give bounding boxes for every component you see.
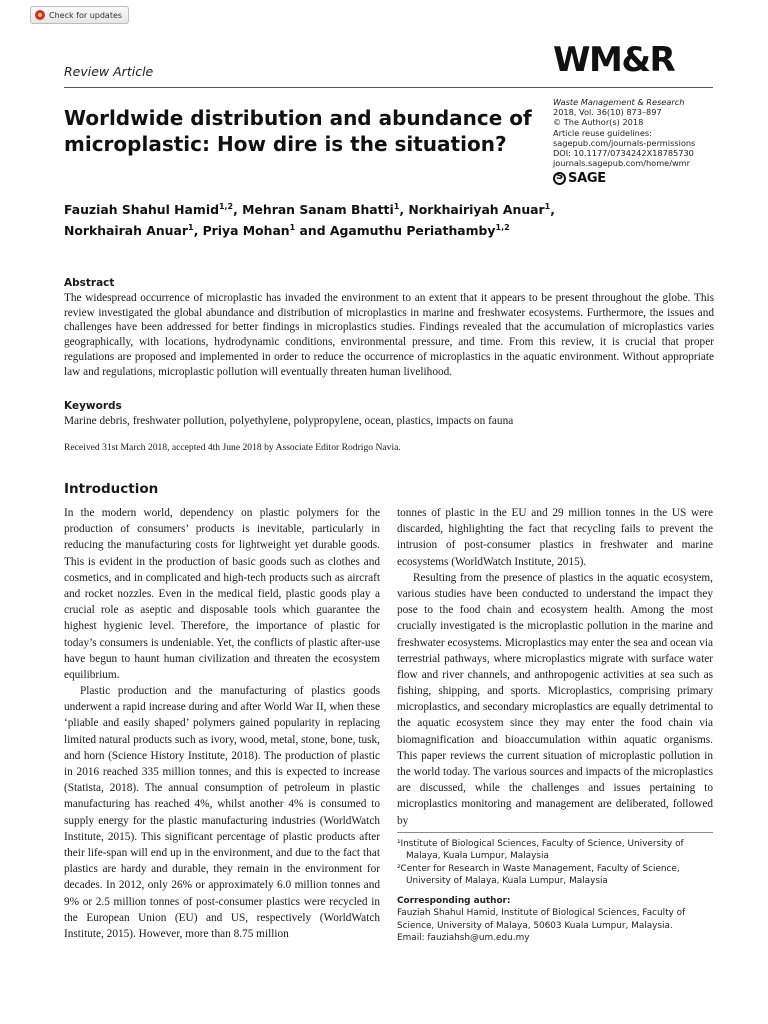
author-affiliation-marker: 1: [544, 202, 551, 211]
author-name: Mehran Sanam Bhatti: [242, 202, 394, 218]
corresponding-author-email[interactable]: Email: fauziahsh@um.edu.my: [397, 933, 530, 944]
author-list: [64, 198, 584, 240]
author-name: Agamuthu Periathamby: [329, 223, 496, 239]
author-affiliation-marker: 1: [289, 223, 296, 233]
introduction-heading: Introduction: [64, 481, 159, 497]
body-column-right: [397, 505, 713, 829]
affiliation-footnote: ²Center for Research in Waste Management, Faculty of Science, University of Malaya, Kuala Lumpur, Malaysia: [397, 863, 680, 886]
author-name: Norkhairah Anuar: [64, 223, 188, 239]
journal-info: [553, 97, 695, 168]
body-paragraph: Plastic production and the manufacturing of plastics goods underwent a rapid increase during and after World War II, when these ‘pliable and easily shaped’ polymers gained popularity in replacing limited natural products such as ivory, wood, metal, stone, bone, tusk, and horn (Science History Institute, 2018). The production of plastic in 2016 reached 335 million tonnes, and this is expected to increase (Statista, 2018). The annual consumption of petroleum in plastic manufacturing has reached 4%, whilst another 4% is consumed to supply energy for the plastic manufacturing industries (WorldWatch Institute, 2015). This significant percentage of plastic products after their life-span will end up in the environment, and due to the fact that plastics are hardy and durable, they remain in the environment for decades. In 2012, only 26% or approximately 6.0 million tonnes and 9% or 2.5 million tonnes of post-consumer plastics were recycled in the European Union (EU) and US, respectively (WorldWatch Institute, 2015). However, more than 8.75 million: [64, 685, 380, 940]
copyright: © The Author(s) 2018: [553, 117, 644, 128]
doi[interactable]: DOI: 10.1177/0734242X18785730: [553, 148, 694, 159]
article-type: Review Article: [64, 64, 154, 79]
sage-mark-icon: [553, 172, 566, 185]
keywords-heading: Keywords: [64, 400, 122, 412]
author-affiliation-marker: 1,2: [495, 223, 510, 233]
body-column-left: [64, 505, 380, 942]
author-separator: ,: [550, 202, 555, 218]
body-paragraph: tonnes of plastic in the EU and 29 million tonnes in the US were discarded, highlighting the fact that recycling fails to prevent the intrusion of post-consumer plastics in freshwater and marine ecosystems (WorldWatch Institute, 2015).: [397, 507, 713, 568]
check-for-updates-label: Check for updates: [49, 10, 123, 20]
author-affiliation-marker: 1,2: [218, 202, 234, 211]
journal-homepage-link[interactable]: journals.sagepub.com/home/wmr: [553, 158, 691, 169]
publisher-name: SAGE: [568, 171, 606, 186]
author-separator: ,: [233, 202, 243, 218]
author-name: Norkhairiyah Anuar: [408, 202, 545, 218]
abstract-text: The widespread occurrence of microplastic has invaded the environment to an extent that it appears to be present throughout the globe. This review investigated the global abundance and distribution of microplastics in marine and freshwater ecosystems. Furthermore, the issues and challenges have been addressed for better findings in microplastics studies. Findings revealed that the accumulation of microplastics varies geographically, with locations, hydrodynamic conditions, environmental pressure, and time. From this review, it is crucial that proper regulations are proposed and implemented in order to reduce the occurrence of microplastics in the aquatic environment. Without appropriate law and regulations, microplastic pollution will eventually threaten human livelihood.: [64, 292, 714, 378]
article-title: Worldwide distribution and abundance of microplastic: How dire is the situation?: [64, 106, 532, 156]
received-dates: Received 31st March 2018, accepted 4th June 2018 by Associate Editor Rodrigo Navia.: [64, 442, 401, 453]
author-affiliation-marker: 1: [393, 202, 400, 211]
permissions-link[interactable]: sagepub.com/journals-permissions: [553, 137, 696, 148]
body-paragraph: Resulting from the presence of plastics in the aquatic ecosystem, various studies have been conducted to understand the impact they pose to the food chain and ecosystem health. Among the most crucially investigated is the microplastic pollution in the marine and freshwater ecosystems. Microplastics may enter the sea and ocean via terrestrial pathways, where microplastics migrate with surface water flow and river channels, and anthropogenic activities at sea such as fishing, shipping, and sports. Microplastics, comprising primary microplastics, and secondary microplastics are equally detrimental to the aquatic ecosystem since they may enter the food chain via biomagnification and bioaccumulation within aquatic organisms. This paper reviews the current situation of microplastic pollution in the world today. The various sources and impacts of the microplastics are discussed, while the challenges and issues pertaining to microplastics monitoring and management are deliberated, followed by: [397, 571, 713, 827]
check-for-updates-badge[interactable]: [30, 6, 129, 24]
header-rule: [64, 87, 713, 88]
footnote-rule: [397, 832, 713, 833]
author-separator: and: [295, 223, 330, 239]
affiliation-footnote: ¹Institute of Biological Sciences, Faculty of Science, University of Malaya, Kuala Lumpur, Malaysia: [397, 839, 684, 862]
author-name: Fauziah Shahul Hamid: [64, 202, 219, 218]
keywords-text: Marine debris, freshwater pollution, polyethylene, polypropylene, ocean, plastics, impacts on fauna: [64, 415, 514, 427]
author-affiliation-marker: 1: [187, 223, 194, 233]
corresponding-author-heading: Corresponding author:: [397, 896, 511, 907]
author-name: Priya Mohan: [202, 223, 290, 239]
body-paragraph: In the modern world, dependency on plastic polymers for the production of consumers’ products is inevitable, particularly in reducing the manufacturing costs for lightweight yet durable goods. This is evident in the production of basic goods such as clothes and cosmetics, and in complicated and high-tech products such as aircraft and rocket nozzles. Even in the medical field, plastic goods play a crucial role as aseptic and disposable tools which guarantee the highest hygienic level. Therefore, the importance of plastic for today’s consumers is undeniable. Yet, the conflicts of plastic after-use have begun to haunt human civilization and threaten the ecosystem equilibrium.: [64, 507, 380, 681]
footnotes: [397, 838, 713, 944]
author-separator: ,: [399, 202, 409, 218]
crossmark-icon: [35, 10, 45, 20]
reuse-guidelines: Article reuse guidelines:: [553, 127, 652, 138]
journal-logo: WM&R: [553, 40, 675, 80]
sage-logo: [553, 171, 606, 186]
corresponding-author-address: Fauziah Shahul Hamid, Institute of Biological Sciences, Faculty of Science, University of Malaya, 50603 Kuala Lumpur, Malaysia.: [397, 908, 686, 931]
abstract-heading: Abstract: [64, 277, 115, 289]
citation: 2018, Vol. 36(10) 873–897: [553, 107, 662, 118]
author-separator: ,: [193, 223, 203, 239]
journal-name: Waste Management & Research: [553, 97, 685, 107]
